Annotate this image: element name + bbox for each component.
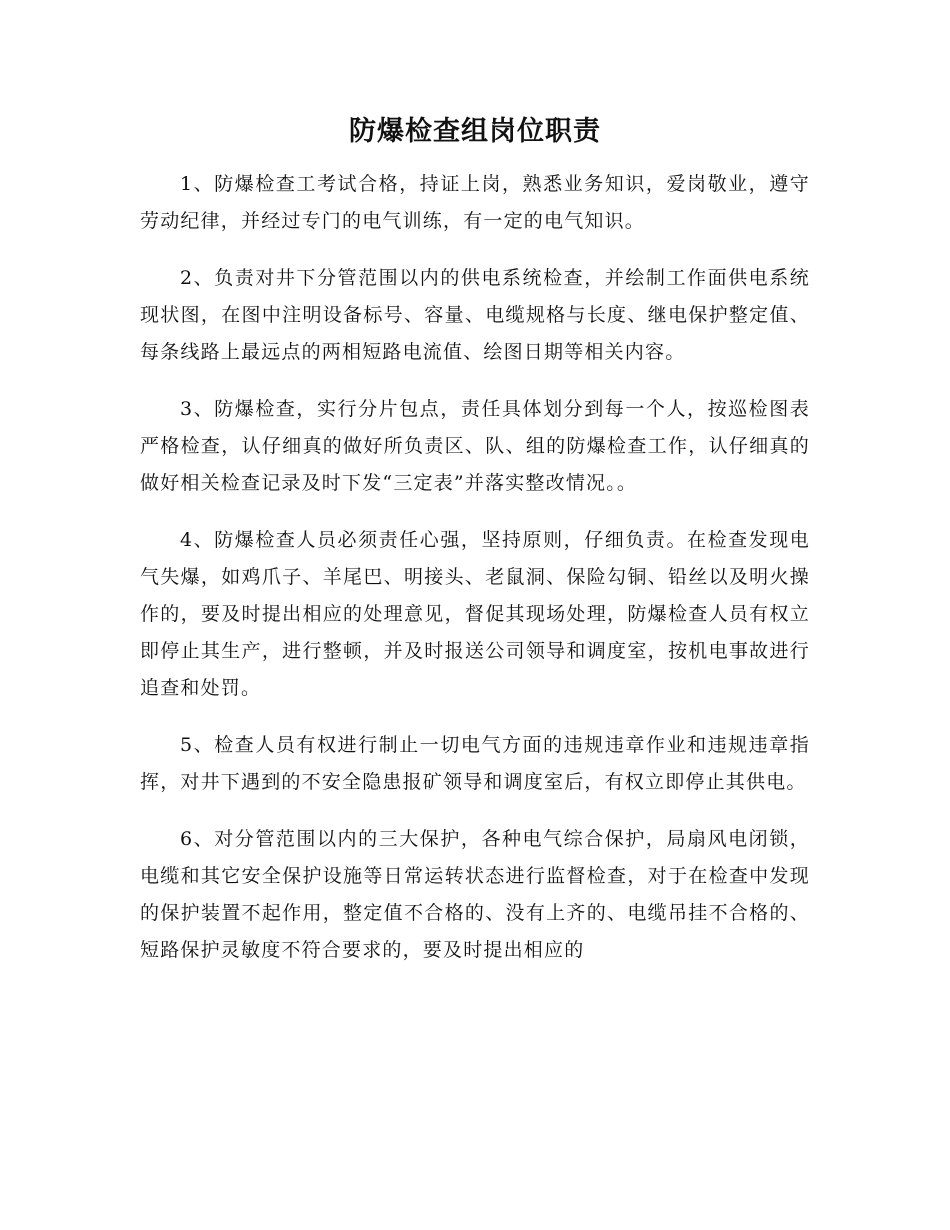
document-body bbox=[140, 166, 810, 989]
paragraph-4: 4、防爆检查人员必须责任心强，坚持原则，仔细负责。在检查发现电气失爆，如鸡爪子、羊尾巴、明接头、老鼠洞、保险勾铜、铅丝以及明火操作的，要及时提出相应的处理意见，督促其现场处理，防爆检查人员有权立即停止其生产，进行整顿，并及时报送公司领导和调度室，按机电事故进行追查和处罚。 bbox=[140, 529, 810, 699]
document-title: 防爆检查组岗位职责 bbox=[349, 116, 601, 147]
paragraph-2: 2、负责对井下分管范围以内的供电系统检查，并绘制工作面供电系统现状图，在图中注明设备标号、容量、电缆规格与长度、继电保护整定值、每条线路上最远点的两相短路电流值、绘图日期等相关内容。 bbox=[140, 267, 810, 363]
paragraph-6: 6、对分管范围以内的三大保护，各种电气综合保护，局扇风电闭锁，电缆和其它安全保护设施等日常运转状态进行监督检查，对于在检查中发现的保护装置不起作用，整定值不合格的、没有上齐的、电缆吊挂不合格的、短路保护灵敏度不符合要求的，要及时提出相应的 bbox=[140, 828, 810, 961]
paragraph-3: 3、防爆检查，实行分片包点，责任具体划分到每一个人，按巡检图表严格检查，认仔细真的做好所负责区、队、组的防爆检查工作，认仔细真的做好相关检查记录及时下发“三定表”并落实整改情况。。 bbox=[140, 398, 810, 494]
paragraph-5: 5、检查人员有权进行制止一切电气方面的违规违章作业和违规违章指挥，对井下遇到的不安全隐患报矿领导和调度室后，有权立即停止其供电。 bbox=[140, 734, 810, 793]
paragraph-1: 1、防爆检查工考试合格，持证上岗，熟悉业务知识，爱岗敬业，遵守劳动纪律，并经过专门的电气训练，有一定的电气知识。 bbox=[140, 173, 810, 232]
